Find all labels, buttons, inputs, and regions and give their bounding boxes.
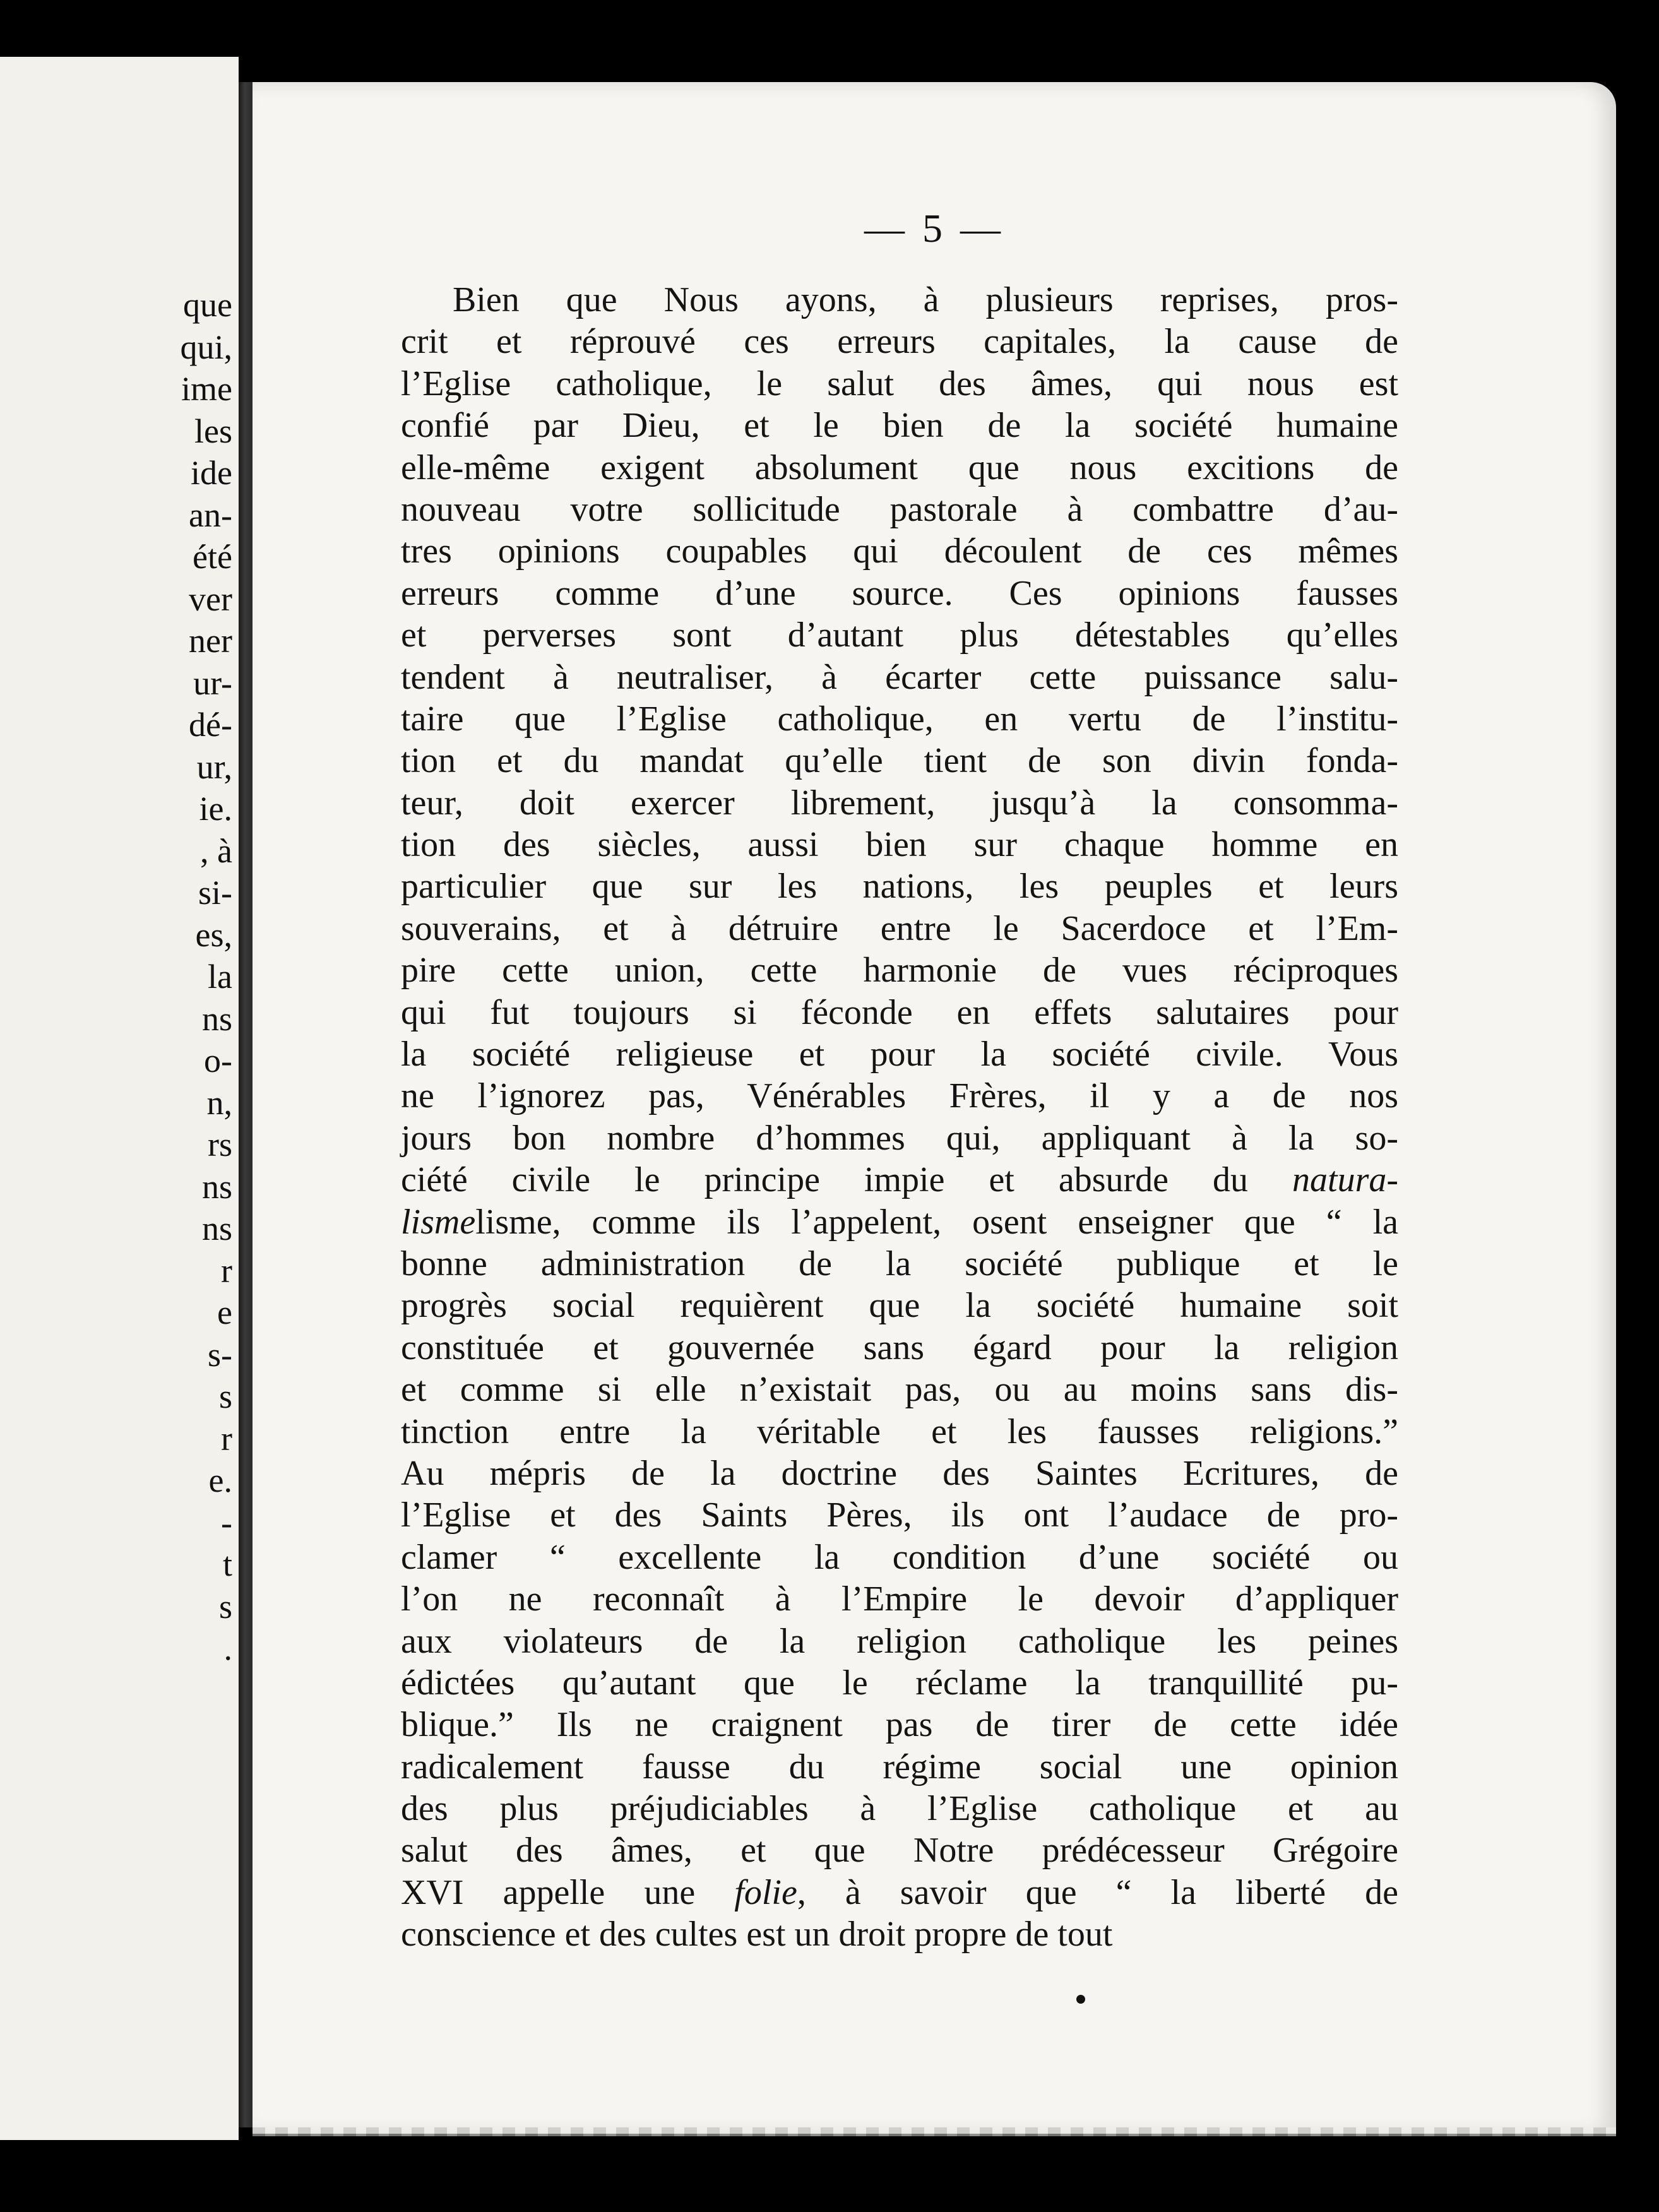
previous-page-line-fragments <box>180 284 232 1670</box>
text-line: tres opinions coupables qui découlent de ces mêmes <box>401 532 1398 571</box>
previous-page <box>0 57 239 2140</box>
fragment: ver <box>189 580 232 618</box>
fragment: été <box>193 538 232 576</box>
text-line: et comme si elle n’existait pas, ou au moins sans dis- <box>401 1370 1398 1410</box>
text-line: souverains, et à détruire entre le Sacerdoce et l’Em- <box>401 908 1398 948</box>
text-line: qui fut toujours si féconde en effets salutaires pour <box>401 992 1398 1032</box>
fragment: e <box>217 1293 232 1331</box>
italic-word: folie <box>734 1872 797 1912</box>
italic-word: lisme <box>401 1202 476 1242</box>
text-line: confié par Dieu, et le bien de la société humaine <box>401 406 1398 446</box>
fragment: s <box>218 1587 232 1626</box>
text-line: crit et réprouvé ces erreurs capitales, la cause de <box>401 322 1398 362</box>
fragment: ns <box>201 999 232 1038</box>
fragment: ide <box>191 454 232 492</box>
fragment: dé- <box>189 706 232 744</box>
text-line: particulier que sur les nations, les peuples et leurs <box>401 867 1398 907</box>
text-line: Au mépris de la doctrine des Saintes Ecritures, de <box>401 1453 1398 1493</box>
text-line: elle-même exigent absolument que nous excitions de <box>401 448 1398 487</box>
text-segment: lisme, comme ils l’appelent, osent enseigner que “ la <box>475 1202 1398 1242</box>
fragment: e. <box>208 1461 232 1499</box>
fragment: ns <box>201 1210 232 1247</box>
fragment: rs <box>208 1126 232 1163</box>
text-line: pire cette union, cette harmonie de vues réciproques <box>401 951 1398 990</box>
text-line: édictées qu’autant que le réclame la tranquillité pu- <box>401 1663 1398 1703</box>
fragment: si- <box>198 874 232 912</box>
fragment: r <box>221 1251 232 1290</box>
text-line: jours bon nombre d’hommes qui, appliquant à la so- <box>401 1118 1398 1158</box>
current-page <box>253 82 1616 2134</box>
text-line: blique.” Ils ne craignent pas de tirer de cette idée <box>401 1705 1398 1745</box>
fragment: la <box>208 958 232 996</box>
fragment: r <box>221 1419 232 1458</box>
fragment: que <box>183 286 232 324</box>
text-line: la société religieuse et pour la société civile. Vous <box>401 1035 1398 1074</box>
page-number: — 5 — <box>864 206 1004 251</box>
text-line: Bien que Nous ayons, à plusieurs reprises, pros- <box>453 280 1398 319</box>
text-line: l’on ne reconnaît à l’Empire le devoir d’appliquer <box>401 1579 1398 1619</box>
fragment: n, <box>206 1083 232 1122</box>
fragment: s <box>218 1377 232 1415</box>
text-line: salut des âmes, et que Notre prédécesseur Grégoire <box>401 1831 1398 1870</box>
fragment: , à <box>200 831 232 870</box>
fragment: ur- <box>193 663 232 702</box>
fragment: ur, <box>196 747 232 786</box>
text-line: progrès social requièrent que la société humaine soit <box>401 1286 1398 1326</box>
fragment: ner <box>189 622 232 660</box>
text-line: teur, doit exercer librement, jusqu’à la consomma- <box>401 783 1398 823</box>
fragment: s- <box>208 1335 232 1374</box>
text-segment: ciété civile le principe impie et absurde du <box>401 1160 1249 1200</box>
text-line: radicalement fausse du régime social une opinion <box>401 1747 1398 1787</box>
text-line <box>401 1159 1398 1201</box>
fragment: t <box>222 1545 232 1583</box>
italic-word: natura- <box>1292 1160 1399 1200</box>
text-line: l’Eglise et des Saints Pères, ils ont l’audace de pro- <box>401 1495 1398 1535</box>
text-line <box>401 1872 1398 1913</box>
fragment: ie. <box>199 790 232 828</box>
text-line: ne l’ignorez pas, Vénérables Frères, il y a de nos <box>401 1076 1398 1116</box>
text-line <box>401 1201 1398 1243</box>
fragment: les <box>194 412 232 450</box>
text-line: et perverses sont d’autant plus détestables qu’elles <box>401 615 1398 655</box>
text-line: constituée et gouvernée sans égard pour la religion <box>401 1328 1398 1367</box>
fragment: ime <box>181 370 232 408</box>
fragment: an- <box>189 496 232 534</box>
fragment: ns <box>201 1167 232 1206</box>
text-line: bonne administration de la société publique et le <box>401 1244 1398 1283</box>
book-gutter <box>239 82 253 2127</box>
text-line: tendent à neutraliser, à écarter cette puissance salu- <box>401 657 1398 697</box>
text-line: des plus préjudiciables à l’Eglise catholique et au <box>401 1789 1398 1829</box>
ink-dot <box>1076 1995 1085 2004</box>
text-line: aux violateurs de la religion catholique les peines <box>401 1621 1398 1661</box>
fragment: o- <box>204 1042 232 1079</box>
text-line: taire que l’Eglise catholique, en vertu de l’institu- <box>401 699 1398 739</box>
text-segment: XVI appelle une <box>401 1872 696 1912</box>
fragment: - <box>221 1503 232 1542</box>
text-segment: , à savoir que “ la liberté de <box>797 1872 1398 1912</box>
text-line: erreurs comme d’une source. Ces opinions fausses <box>401 573 1398 613</box>
fragment: . <box>223 1629 232 1667</box>
text-line: tion des siècles, aussi bien sur chaque homme en <box>401 825 1398 865</box>
text-line: nouveau votre sollicitude pastorale à combattre d’au- <box>401 489 1398 529</box>
body-text <box>401 279 1398 1956</box>
fragment: es, <box>195 915 232 954</box>
text-line: clamer “ excellente la condition d’une société ou <box>401 1537 1398 1577</box>
text-line: l’Eglise catholique, le salut des âmes, qui nous est <box>401 364 1398 403</box>
text-line: tion et du mandat qu’elle tient de son divin fonda- <box>401 741 1398 781</box>
text-line: conscience et des cultes est un droit propre de tout <box>401 1915 1113 1954</box>
text-line: tinction entre la véritable et les fausses religions.” <box>401 1412 1398 1451</box>
page-bottom-edge <box>253 2127 1616 2136</box>
fragment: qui, <box>180 328 232 366</box>
